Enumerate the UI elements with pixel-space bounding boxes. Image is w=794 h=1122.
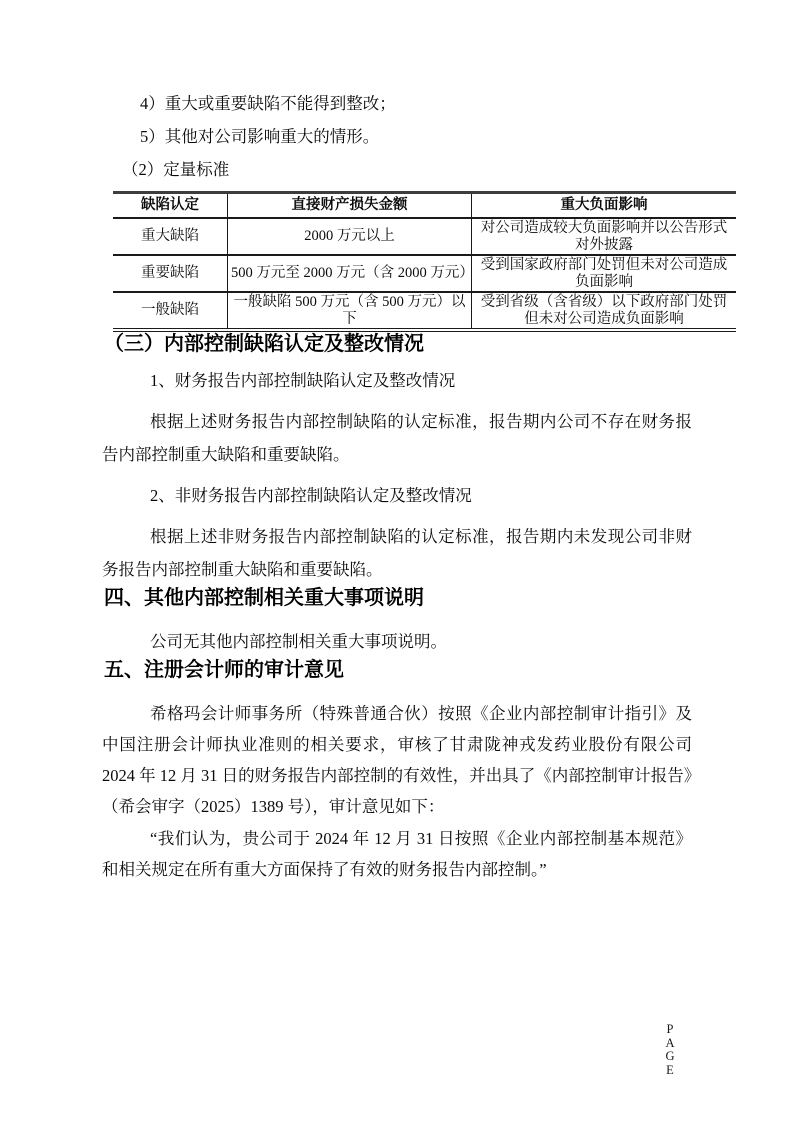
- section3-sub2-title: 2、非财务报告内部控制缺陷认定及整改情况: [150, 486, 472, 505]
- section4-heading: 四、其他内部控制相关重大事项说明: [104, 587, 424, 609]
- table-row: [113, 218, 736, 255]
- defect-criteria-table: [113, 191, 736, 332]
- page-number-field: PAGE: [665, 1022, 675, 1077]
- section5-opinion-quote: “我们认为，贵公司于 2024 年 12 月 31 日按照《企业内部控制基本规范》和相关规定在所有重大方面保持了有效的财务报告内部控制。”: [102, 829, 692, 879]
- section3-sub2-body: 根据上述非财务报告内部控制缺陷的认定标准，报告期内未发现公司非财务报告内部控制重大缺陷和重要缺陷。: [102, 527, 692, 579]
- table-cell: 500 万元至 2000 万元（含 2000 万元）: [228, 255, 472, 292]
- table-cell: 一般缺陷: [141, 302, 199, 319]
- table-row: [113, 292, 736, 330]
- section5-body-paragraph: 希格玛会计师事务所（特殊普通合伙）按照《企业内部控制审计指引》及中国注册会计师执业准则的相关要求，审核了甘肃陇神戎发药业股份有限公司 2024 年 12 月 31 日的财务报告内部控制的有效性，并出具了《内部控制审计报告》（希会审字（2025）1389 号），审计意见如下：: [102, 704, 692, 816]
- table-header-negative-impact: 重大负面影响: [472, 193, 737, 219]
- table-header-row: [113, 193, 736, 219]
- table-header-defect: 缺陷认定: [141, 197, 199, 214]
- table-cell: 重大缺陷: [141, 228, 199, 245]
- table-cell: 受到国家政府部门处罚但未对公司造成负面影响: [472, 255, 737, 292]
- quantitative-standard-label: （2）定量标准: [122, 160, 230, 179]
- section3-heading: （三）内部控制缺陷认定及整改情况: [104, 333, 424, 355]
- section5-heading: 五、注册会计师的审计意见: [104, 659, 344, 681]
- table-cell: 重要缺陷: [141, 265, 199, 282]
- table-cell: 一般缺陷 500 万元（含 500 万元）以下: [228, 292, 472, 330]
- section3-sub1-body: 根据上述财务报告内部控制缺陷的认定标准，报告期内公司不存在财务报告内部控制重大缺陷和重要缺陷。: [102, 412, 692, 464]
- section3-sub1-title: 1、财务报告内部控制缺陷认定及整改情况: [150, 371, 456, 390]
- table-cell: 对公司造成较大负面影响并以公告形式对外披露: [472, 218, 737, 255]
- table-cell: 受到省级（含省级）以下政府部门处罚但未对公司造成负面影响: [472, 292, 737, 330]
- section4-body: 公司无其他内部控制相关重大事项说明。: [150, 632, 447, 651]
- table-row: [113, 255, 736, 292]
- table-cell: 2000 万元以上: [228, 218, 472, 255]
- page-content: [102, 0, 728, 885]
- criteria-list-item-4: 4）重大或重要缺陷不能得到整改；: [140, 94, 396, 113]
- table-header-loss-amount: 直接财产损失金额: [228, 193, 472, 219]
- criteria-list-item-5: 5）其他对公司影响重大的情形。: [140, 127, 380, 146]
